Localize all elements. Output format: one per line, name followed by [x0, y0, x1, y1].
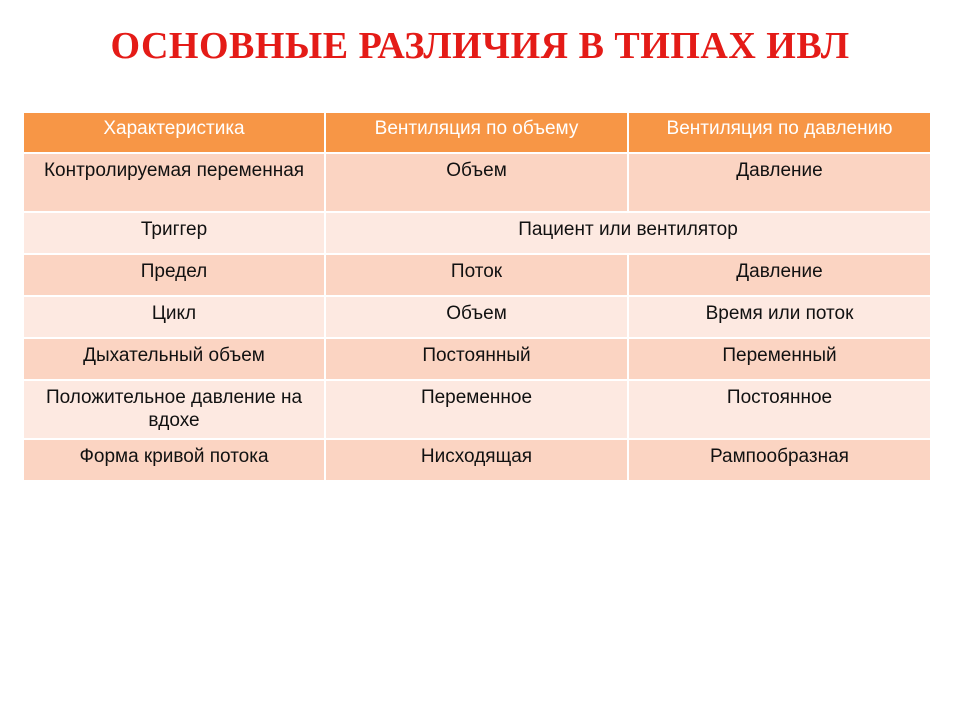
cell-pressure: Постоянное: [628, 380, 931, 439]
cell-characteristic: Триггер: [23, 212, 325, 254]
cell-pressure: Рампообразная: [628, 439, 931, 481]
slide-title: ОСНОВНЫЕ РАЗЛИЧИЯ В ТИПАХ ИВЛ: [110, 25, 850, 67]
cell-volume: Постоянный: [325, 338, 628, 380]
cell-characteristic: Форма кривой потока: [23, 439, 325, 481]
cell-volume: Поток: [325, 254, 628, 296]
cell-pressure: Давление: [628, 153, 931, 212]
cell-characteristic: Цикл: [23, 296, 325, 338]
cell-characteristic: Дыхательный объем: [23, 338, 325, 380]
cell-volume: Нисходящая: [325, 439, 628, 481]
cell-volume: Переменное: [325, 380, 628, 439]
table-header-row: [23, 112, 931, 153]
cell-pressure: Время или поток: [628, 296, 931, 338]
cell-volume: Объем: [325, 153, 628, 212]
table-row: [23, 380, 931, 439]
cell-pressure: Давление: [628, 254, 931, 296]
header-characteristic: Характеристика: [23, 112, 325, 153]
cell-characteristic: Контролируемая переменная: [23, 153, 325, 212]
table-row: [23, 338, 931, 380]
cell-merged: Пациент или вентилятор: [325, 212, 931, 254]
ventilation-comparison-table: [22, 111, 932, 482]
header-pressure-ventilation: Вентиляция по давлению: [628, 112, 931, 153]
cell-volume: Объем: [325, 296, 628, 338]
cell-characteristic: Предел: [23, 254, 325, 296]
header-volume-ventilation: Вентиляция по объему: [325, 112, 628, 153]
table-row: [23, 254, 931, 296]
cell-characteristic: Положительное давление на вдохе: [23, 380, 325, 439]
table-row: [23, 439, 931, 481]
table-row: [23, 212, 931, 254]
cell-pressure: Переменный: [628, 338, 931, 380]
table-row: [23, 296, 931, 338]
table-row: [23, 153, 931, 212]
